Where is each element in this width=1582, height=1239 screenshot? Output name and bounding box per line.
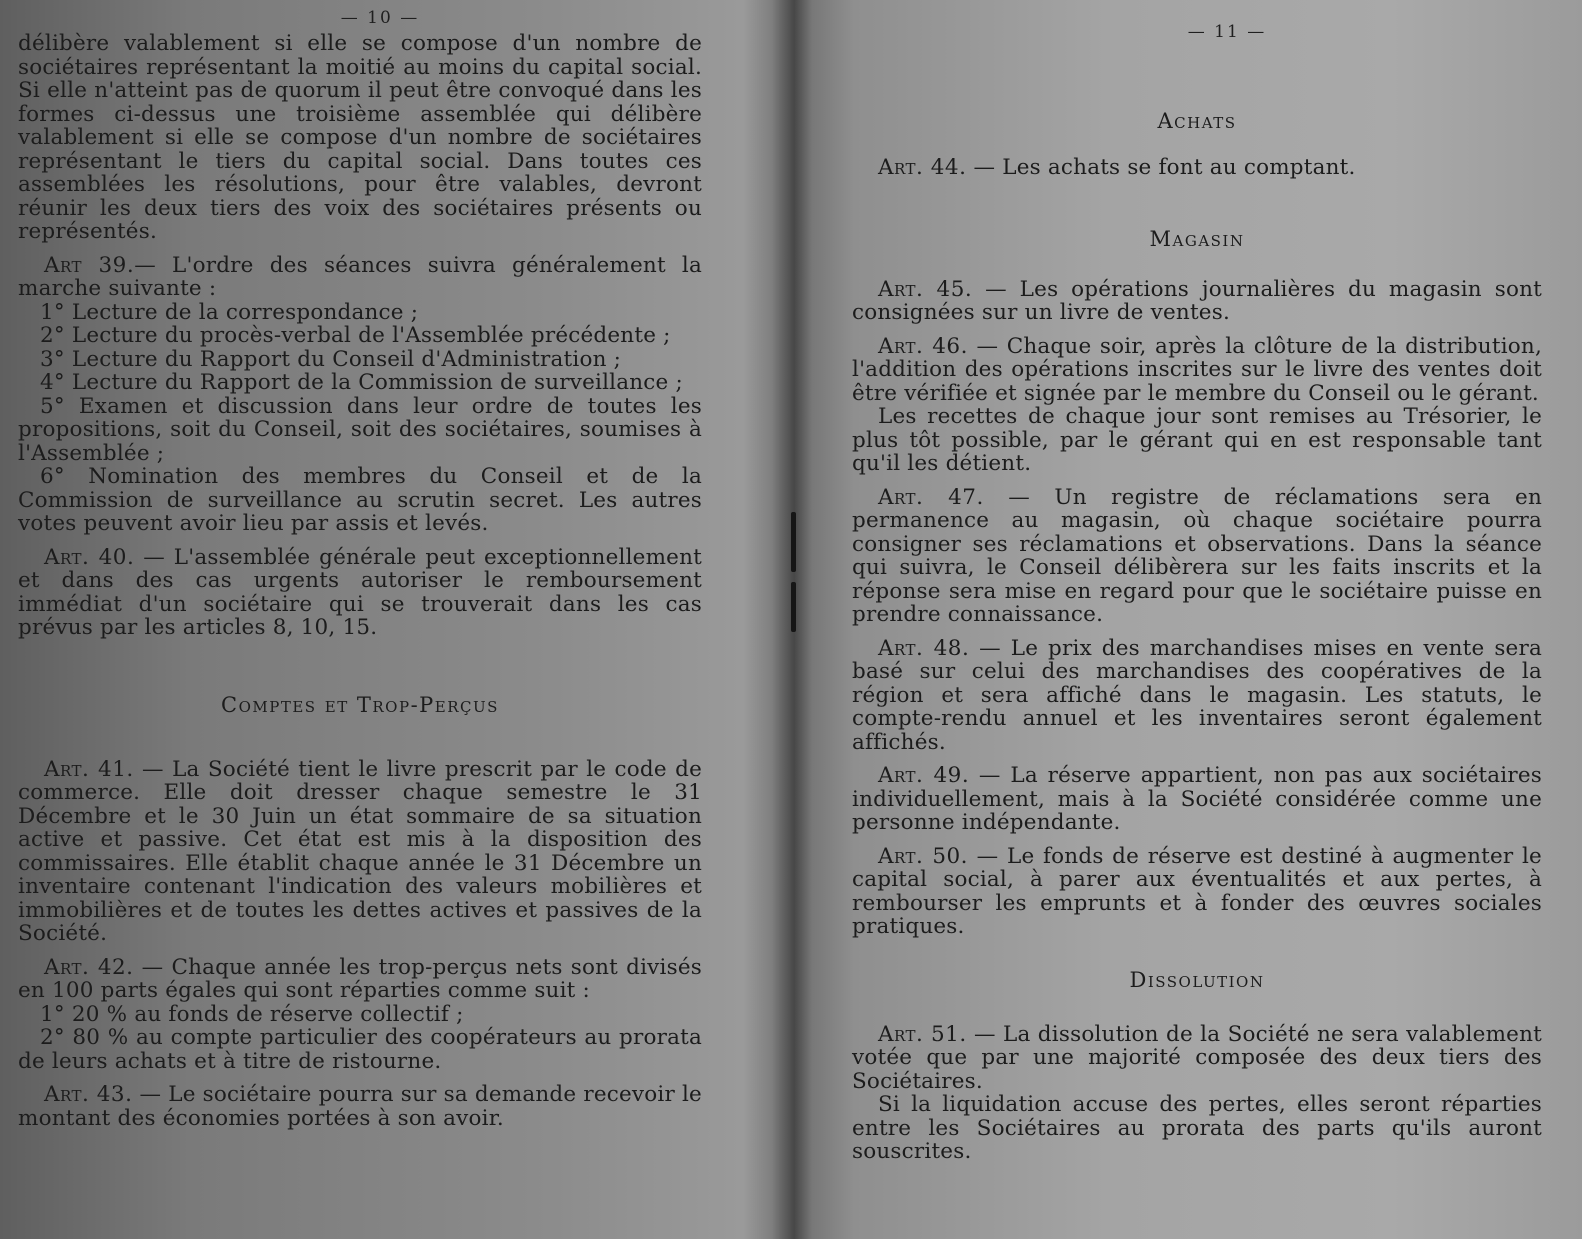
article-40-text: — L'assemblée générale peut exceptionnellement et dans des cas urgents autoriser le remboursement immédiat d'un sociétaire qui se trouverait dans les cas prévus par les articles 8, 10, 15. [18,544,702,640]
article-43 [18,1083,702,1130]
article-50 [852,845,1542,939]
article-49 [852,764,1542,835]
article-49-label: Art. 49. [878,763,970,788]
article-39-item-2: 2° Lecture du procès-verbal de l'Assemblée précédente ; [40,323,671,348]
article-39-item-3: 3° Lecture du Rapport du Conseil d'Administration ; [40,346,622,372]
article-39-item-1: 1° Lecture de la correspondance ; [40,299,419,325]
article-46 [852,335,1542,406]
article-44 [852,156,1542,180]
article-49-text: — La réserve appartient, non pas aux sociétaires individuellement, mais à la Société considérée comme une personne indépendante. [852,763,1542,835]
article-45 [852,278,1542,325]
article-51-label: Art. 51. [878,1021,967,1047]
article-42-text: — Chaque année les trop-perçus nets sont divisés en 100 parts égales qui sont réparties comme suit : [18,954,702,1003]
article-51-continuation: Si la liquidation accuse des pertes, elles seront réparties entre les Sociétaires au prorata des parts qu'ils auront souscrites. [852,1092,1542,1164]
left-page [0,0,780,1239]
article-43-label: Art. 43. [44,1082,133,1107]
article-50-label: Art. 50. [878,843,969,869]
article-48-text: — Le prix des marchandises mises en vente sera basé sur celui des marchandises des coopératives de la région et sera affiché dans le magasin. Les statuts, le compte-rendu annuel et les inventaires seront également affichés. [852,635,1542,755]
article-42-item-2: 2° 80 % au compte particulier des coopérateurs au prorata de leurs achats et à titre de ristourne. [18,1025,702,1074]
staple-top [791,512,796,572]
article-51 [852,1023,1542,1094]
paragraph-continuation: délibère valablement si elle se compose d'un nombre de sociétaires représentant la moitié au moins du capital social. Si elle n'atteint pas de quorum il peut être convoqué dans les formes ci-dessus une troisième assemblée qui délibère valablement si elle se compose d'un nombre de sociétaires représentant le tiers du capital social. Dans toutes ces assemblées les résolutions, pour être valables, devront réunir les deux tiers des voix des sociétaires présents ou représentés. [18,31,702,244]
article-40-label: Art. 40. [44,544,135,570]
article-40 [18,546,702,640]
page-number-left: — 10 — [340,8,420,28]
article-43-text: — Le sociétaire pourra sur sa demande recevoir le montant des économies portées à son avoir. [18,1082,702,1131]
article-41-text: — La Société tient le livre prescrit par le code de commerce. Elle doit dresser chaque semestre le 31 Décembre et le 30 Juin un état sommaire de sa situation active et passive. Cet état est mis à la disposition des commissaires. Elle établit chaque année le 31 Décembre un inventaire contenant l'indication des valeurs mobilières et immobilières et de toutes les dettes actives et passives de la Société. [18,756,702,946]
article-39-item-5: 5° Examen et discussion dans leur ordre de toutes les propositions, soit du Conseil, soit des sociétaires, soumises à l'Assemblée ; [18,393,702,466]
page-number-right: — 11 — [1187,22,1267,42]
article-50-text: — Le fonds de réserve est destiné à augmenter le capital social, à parer aux éventualités et aux pertes, à rembourser les emprunts et à fonder des œuvres sociales pratiques. [852,843,1542,939]
article-47-label: Art. 47. [878,484,984,510]
article-39-item-6: 6° Nomination des membres du Conseil et de la Commission de surveillance au scrutin secret. Les autres votes peuvent avoir lieu par assis et levés. [18,464,702,536]
article-48 [852,637,1542,755]
article-48-label: Art. 48. [878,635,970,661]
article-46-continuation: Les recettes de chaque jour sont remises au Trésorier, le plus tôt possible, par le gérant qui en est responsable tant qu'il les détient. [852,404,1542,476]
article-47 [852,486,1542,627]
staple-bottom [791,582,796,632]
article-45-text: — Les opérations journalières du magasin sont consignées sur un livre de ventes. [852,276,1542,325]
article-39-item-4: 4° Lecture du Rapport de la Commission de surveillance ; [40,370,683,395]
section-heading-dissolution: Dissolution [1129,967,1265,992]
article-46-text: — Chaque soir, après la clôture de la distribution, l'addition des opérations inscrites sur le livre des ventes doit être vérifiée et signée par le membre du Conseil ou le gérant. [852,333,1542,406]
article-39-text: — L'ordre des séances suivra généralement la marche suivante : [18,252,702,301]
article-42-item-1: 1° 20 % au fonds de réserve collectif ; [40,1001,464,1027]
article-41 [18,758,702,946]
article-44-text: — Les achats se font au comptant. [973,155,1356,180]
article-45-label: Art. 45. [878,276,973,302]
article-47-text: — Un registre de réclamations sera en permanence au magasin, où chaque sociétaire pourra consigner ses réclamations et observations. Dans la séance qui suivra, le Conseil délibèrera sur les faits inscrits et la réponse sera mise en regard pour que le sociétaire puisse en prendre connaissance. [852,484,1542,627]
article-39 [18,254,702,301]
right-page [800,0,1582,1239]
section-heading-comptes: Comptes et Trop-Perçus [221,692,499,717]
article-51-text: — La dissolution de la Société ne sera valablement votée que par une majorité composée des deux tiers des Sociétaires. [852,1021,1542,1094]
article-44-label: Art. 44. [878,155,967,180]
section-heading-magasin: Magasin [1149,226,1245,251]
article-42 [18,956,702,1003]
article-41-label: Art. 41. [44,756,134,782]
article-42-label: Art. 42. [44,954,134,980]
section-heading-achats: Achats [1157,109,1237,133]
article-39-label: Art 39. [44,252,135,278]
article-46-label: Art. 46. [878,333,968,359]
